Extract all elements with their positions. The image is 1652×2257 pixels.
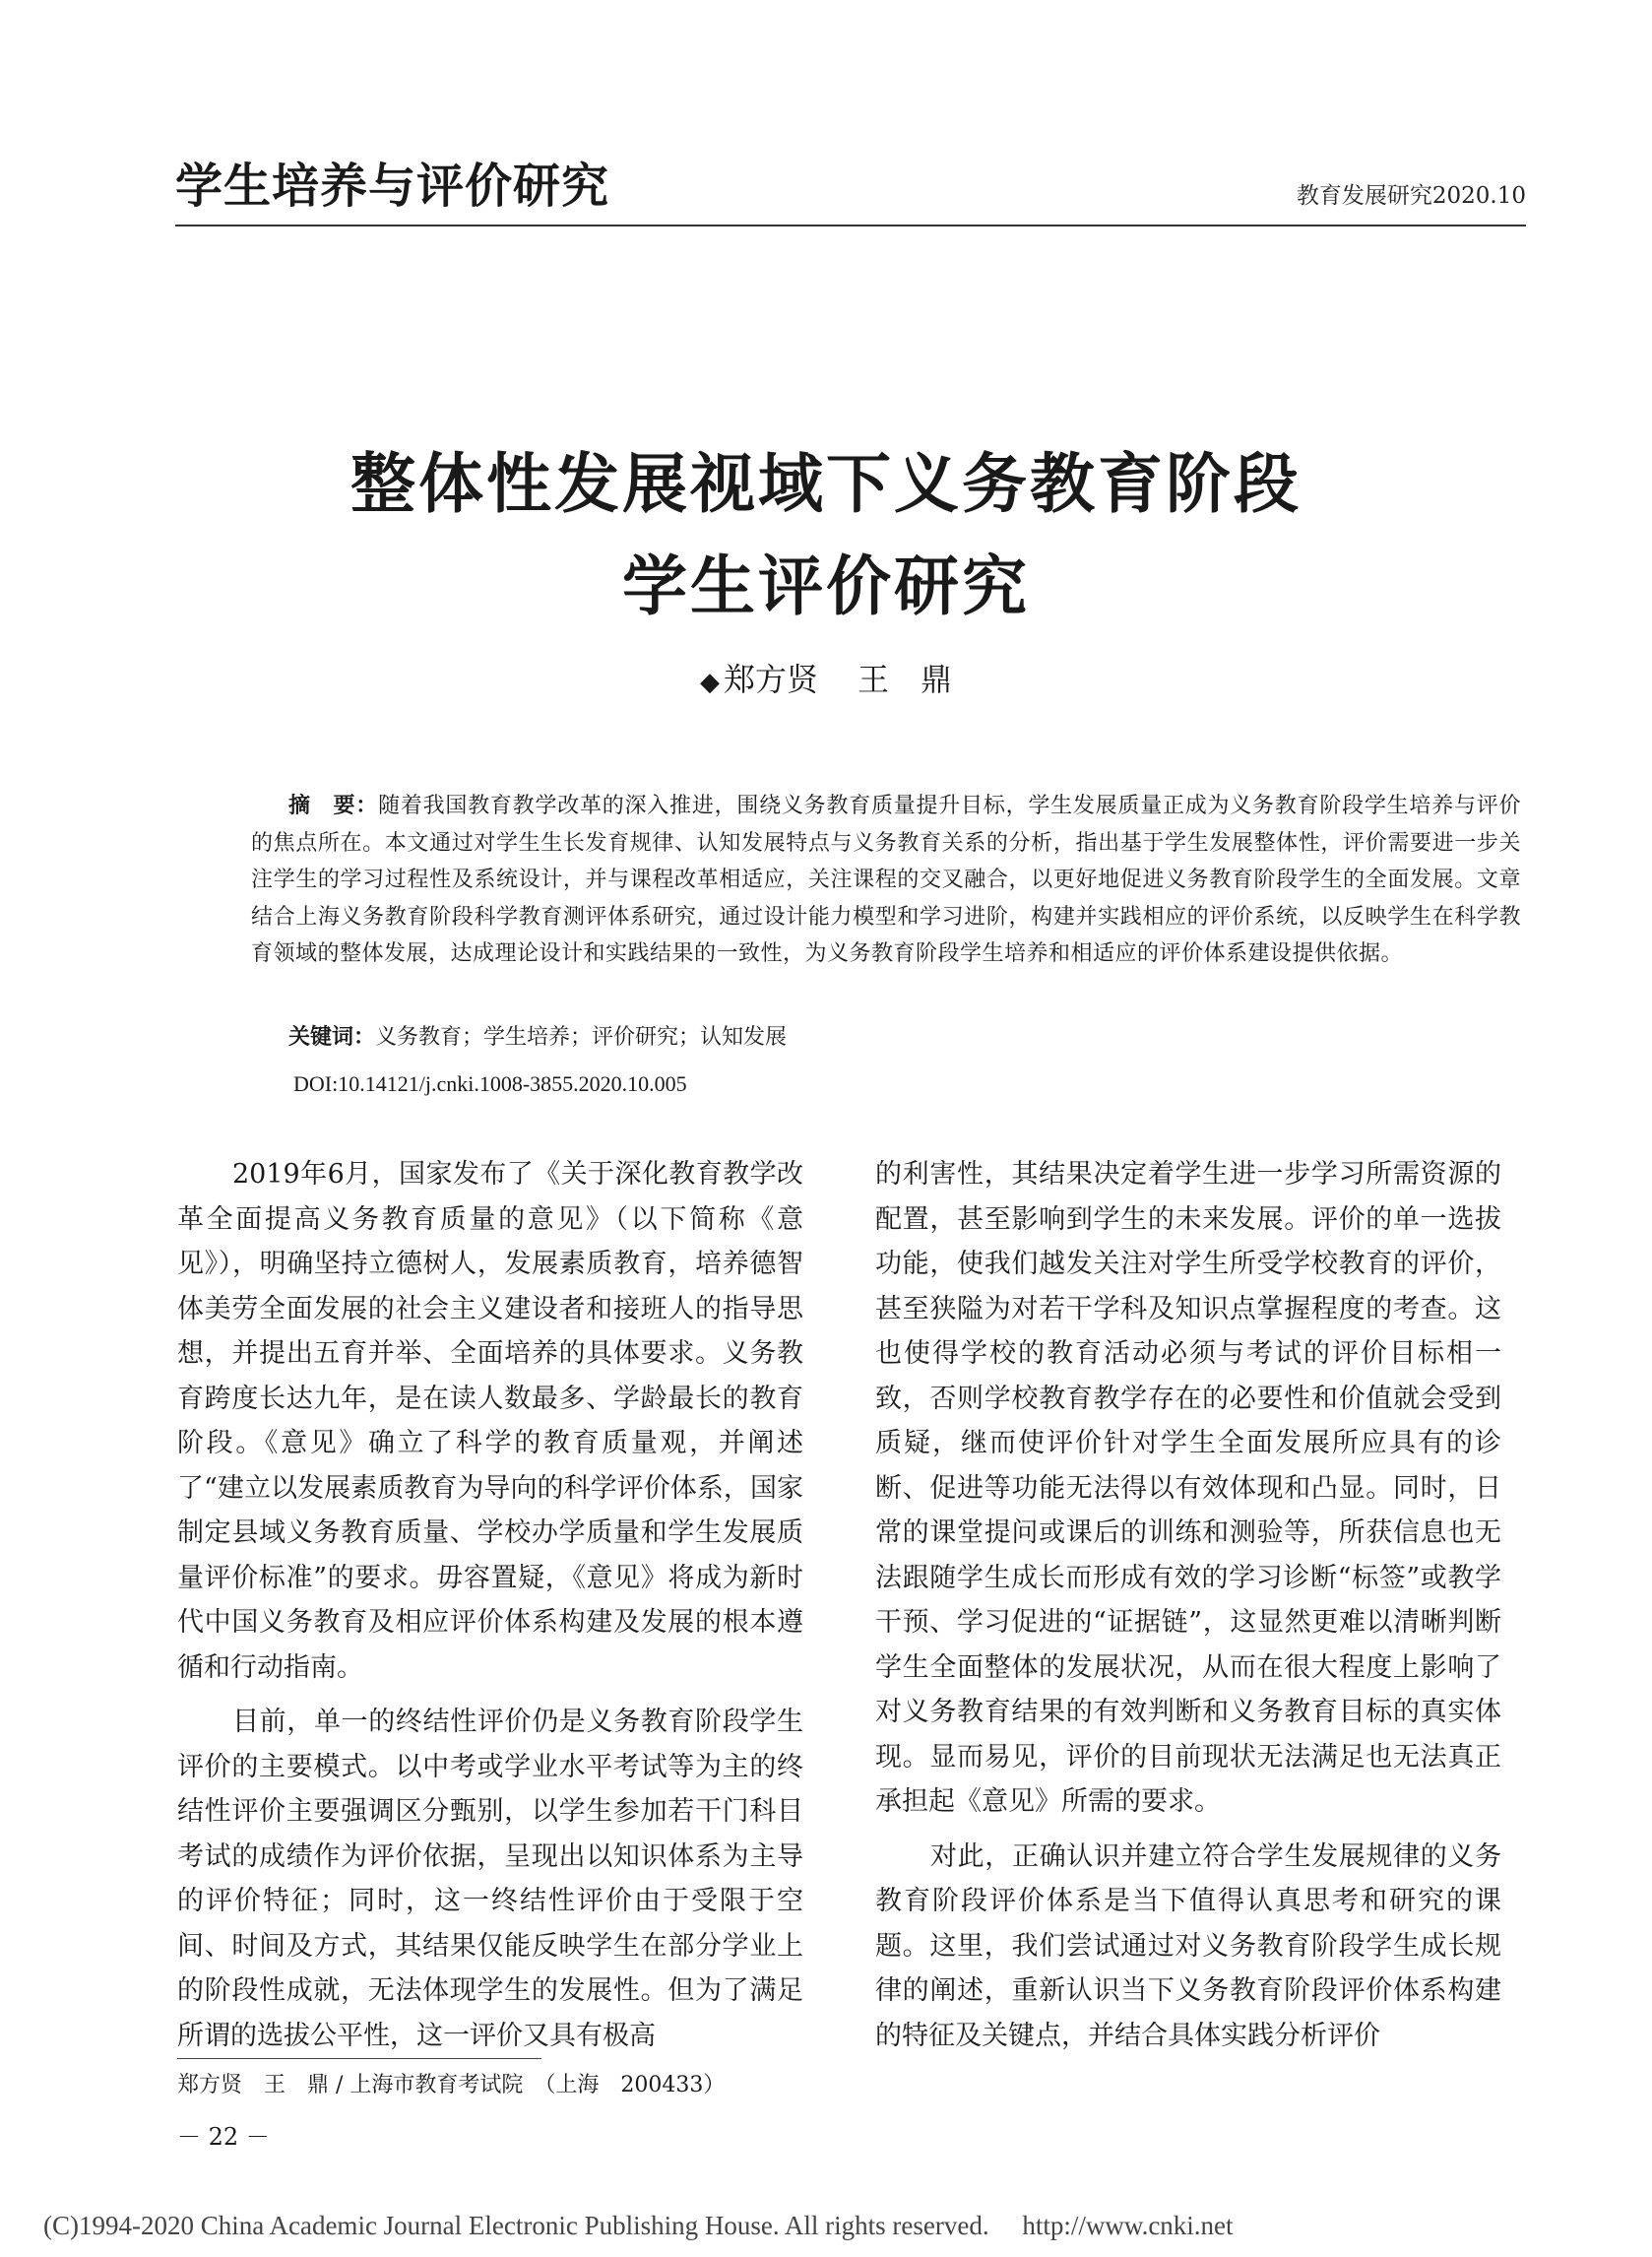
journal-info: 教育发展研究2020.10 [1296, 183, 1526, 209]
body-paragraph: 2019年6月，国家发布了《关于深化教育教学改革全面提高义务教育质量的意见》（以下简称《意见》），明确坚持立德树人，发展素质教育，培养德智体美劳全面发展的社会主义建设者和接班人的指导思想，并提出五育并举、全面培养的具体要求。义务教育跨度长达九年，是在读人数最多、学龄最长的教育阶段。《意见》确立了科学的教育质量观，并阐述了“建立以发展素质教育为导向的科学评价体系，国家制定县域义务教育质量、学校办学质量和学生发展质量评价标准”的要求。毋容置疑，《意见》将成为新时代中国义务教育及相应评价体系构建及发展的根本遵循和行动指南。 [177, 1159, 803, 1683]
body-paragraph: 的利害性，其结果决定着学生进一步学习所需资源的配置，甚至影响到学生的未来发展。评价的单一选拔功能，使我们越发关注对学生所受学校教育的评价，甚至狭隘为对若干学科及知识点掌握程度的考查。这也使得学校的教育活动必须与考试的评价目标相一致，否则学校教育教学存在的必要性和价值就会受到质疑，继而使评价针对学生全面发展所应具有的诊断、促进等功能无法得以有效体现和凸显。同时，日常的课堂提问或课后的训练和测验等，所获信息也无法跟随学生成长而形成有效的学习诊断“标签”或教学干预、学习促进的“证据链”，这显然更难以清晰判断学生全面整体的发展状况，从而在很大程度上影响了对义务教育结果的有效判断和义务教育目标的真实体现。显而易见，评价的目前现状无法满足也无法真正承担起《意见》所需的要求。 [875, 1159, 1501, 1817]
abstract [251, 788, 1521, 973]
article-title-line-1: 整体性发展视域下义务教育阶段 [350, 446, 1302, 522]
keywords-label: 关键词： [288, 1025, 376, 1050]
copyright-notice: (C)1994-2020 China Academic Journal Electronic Publishing House. All rights reserved. http://www.cnki.net [43, 2211, 1234, 2240]
page-number: － 22 － [177, 2123, 270, 2151]
abstract-text: 随着我国教育教学改革的深入推进，围绕义务教育质量提升目标，学生发展质量正成为义务教育阶段学生培养与评价的焦点所在。本文通过对学生生长发育规律、认知发展特点与义务教育关系的分析，指出基于学生发展整体性，评价需要进一步关注学生的学习过程性及系统设计，并与课程改革相适应，关注课程的交叉融合，以更好地促进义务教育阶段学生的全面发展。文章结合上海义务教育阶段科学教育测评体系研究，通过设计能力模型和学习进阶，构建并实践相应的评价系统，以反映学生在科学教育领域的整体发展，达成理论设计和实践结果的一致性，为义务教育阶段学生培养和相适应的评价体系建设提供依据。 [251, 794, 1521, 966]
section-title: 学生培养与评价研究 [175, 159, 610, 214]
header-rule [175, 225, 1526, 226]
diamond-icon: ◆ [699, 668, 720, 697]
article-title [0, 433, 1652, 638]
body-paragraph: 对此，正确认识并建立符合学生发展规律的义务教育阶段评价体系是当下值得认真思考和研究的课题。这里，我们尝试通过对义务教育阶段学生成长规律的阐述，重新认识当下义务教育阶段评价体系构建的特征及关键点，并结合具体实践分析评价 [875, 1840, 1501, 2051]
author-1: 郑方贤 [723, 661, 818, 698]
authors [0, 655, 1652, 700]
abstract-label: 摘 要： [288, 794, 379, 818]
footnote-rule [177, 2058, 541, 2059]
body-column-right [875, 1152, 1501, 2058]
body-paragraph: 目前，单一的终结性评价仍是义务教育阶段学生评价的主要模式。以中考或学业水平考试等为主的终结性评价主要强调区分甄别，以学生参加若干门科目考试的成绩作为评价依据，呈现出以知识体系为主导的评价特征；同时，这一终结性评价由于受限于空间、时间及方式，其结果仅能反映学生在部分学业上的阶段性成就，无法体现学生的发展性。但为了满足所谓的选拔公平性，这一评价又具有极高 [177, 1707, 803, 2051]
article-title-line-2: 学生评价研究 [622, 548, 1030, 624]
author-2: 王 鼎 [858, 661, 953, 698]
keywords [288, 1020, 787, 1051]
body-column-left [177, 1152, 803, 2058]
author-footnote: 郑方贤 王 鼎 / 上海市教育考试院 （上海 200433） [177, 2073, 726, 2097]
doi: DOI:10.14121/j.cnki.1008-3855.2020.10.005 [293, 1071, 687, 1096]
keywords-text: 义务教育；学生培养；评价研究；认知发展 [375, 1025, 788, 1050]
